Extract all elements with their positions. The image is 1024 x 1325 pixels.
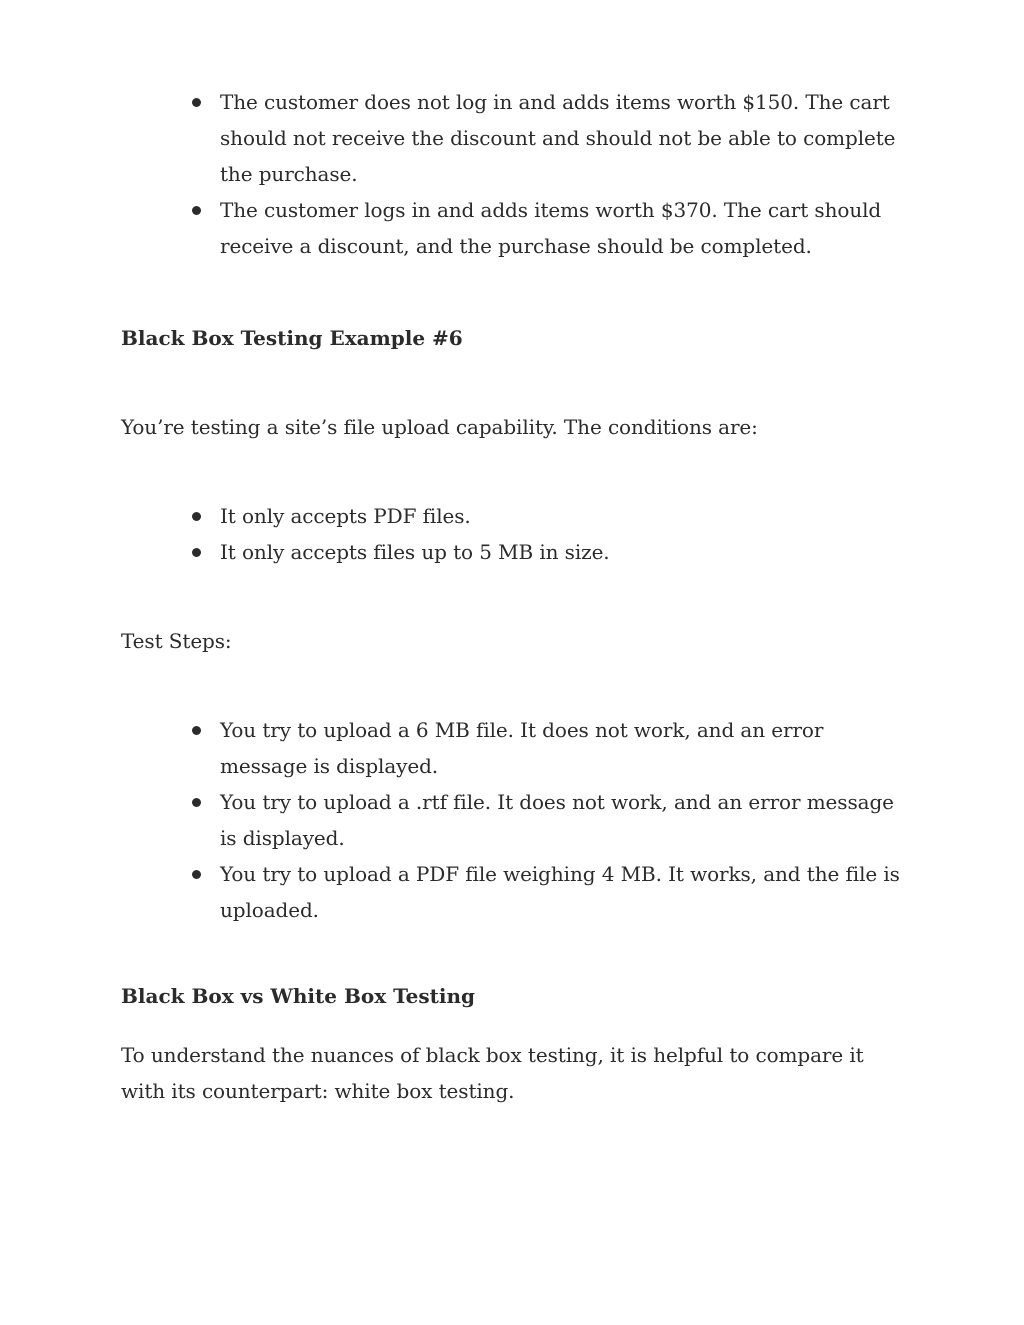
- list-item: [121, 534, 911, 570]
- bullet-list-cart: [121, 84, 911, 264]
- bullet-list-conditions: [121, 498, 911, 570]
- section-heading-black-vs-white: Black Box vs White Box Testing: [121, 984, 476, 1008]
- bullet-icon: [192, 512, 201, 521]
- list-item: [121, 84, 911, 192]
- bullet-icon: [192, 726, 201, 735]
- list-item-text: You try to upload a .rtf file. It does not work, and an error message is displayed.: [220, 790, 894, 850]
- list-item: [121, 192, 911, 264]
- test-steps-label: Test Steps:: [121, 629, 232, 653]
- bullet-icon: [192, 98, 201, 107]
- closing-paragraph: To understand the nuances of black box testing, it is helpful to compare it with its counterpart: white box testing.: [121, 1043, 864, 1103]
- closing-paragraph-wrap: [121, 1037, 911, 1109]
- list-item: [121, 712, 911, 784]
- bullet-icon: [192, 798, 201, 807]
- section-heading-example-6-wrap: [121, 320, 911, 356]
- intro-paragraph: You’re testing a site’s file upload capability. The conditions are:: [121, 415, 758, 439]
- bullet-icon: [192, 206, 201, 215]
- bullet-list-steps: [121, 712, 911, 928]
- list-item: [121, 784, 911, 856]
- test-steps-label-wrap: [121, 623, 911, 659]
- bullet-icon: [192, 548, 201, 557]
- list-item-text: You try to upload a PDF file weighing 4 MB. It works, and the file is uploaded.: [220, 862, 900, 922]
- list-item-text: It only accepts PDF files.: [220, 504, 471, 528]
- bullet-icon: [192, 870, 201, 879]
- list-item-text: It only accepts files up to 5 MB in size.: [220, 540, 610, 564]
- list-item-text: The customer does not log in and adds items worth $150. The cart should not receive the discount and should not be able to complete the purchase.: [220, 90, 896, 186]
- intro-paragraph-wrap: [121, 409, 911, 445]
- list-item: [121, 498, 911, 534]
- list-item-text: You try to upload a 6 MB file. It does not work, and an error message is displayed.: [220, 718, 824, 778]
- section-heading-vs-wrap: [121, 978, 911, 1014]
- list-item-text: The customer logs in and adds items worth $370. The cart should receive a discount, and the purchase should be completed.: [220, 198, 882, 258]
- section-heading-example-6: Black Box Testing Example #6: [121, 326, 463, 350]
- list-item: [121, 856, 911, 928]
